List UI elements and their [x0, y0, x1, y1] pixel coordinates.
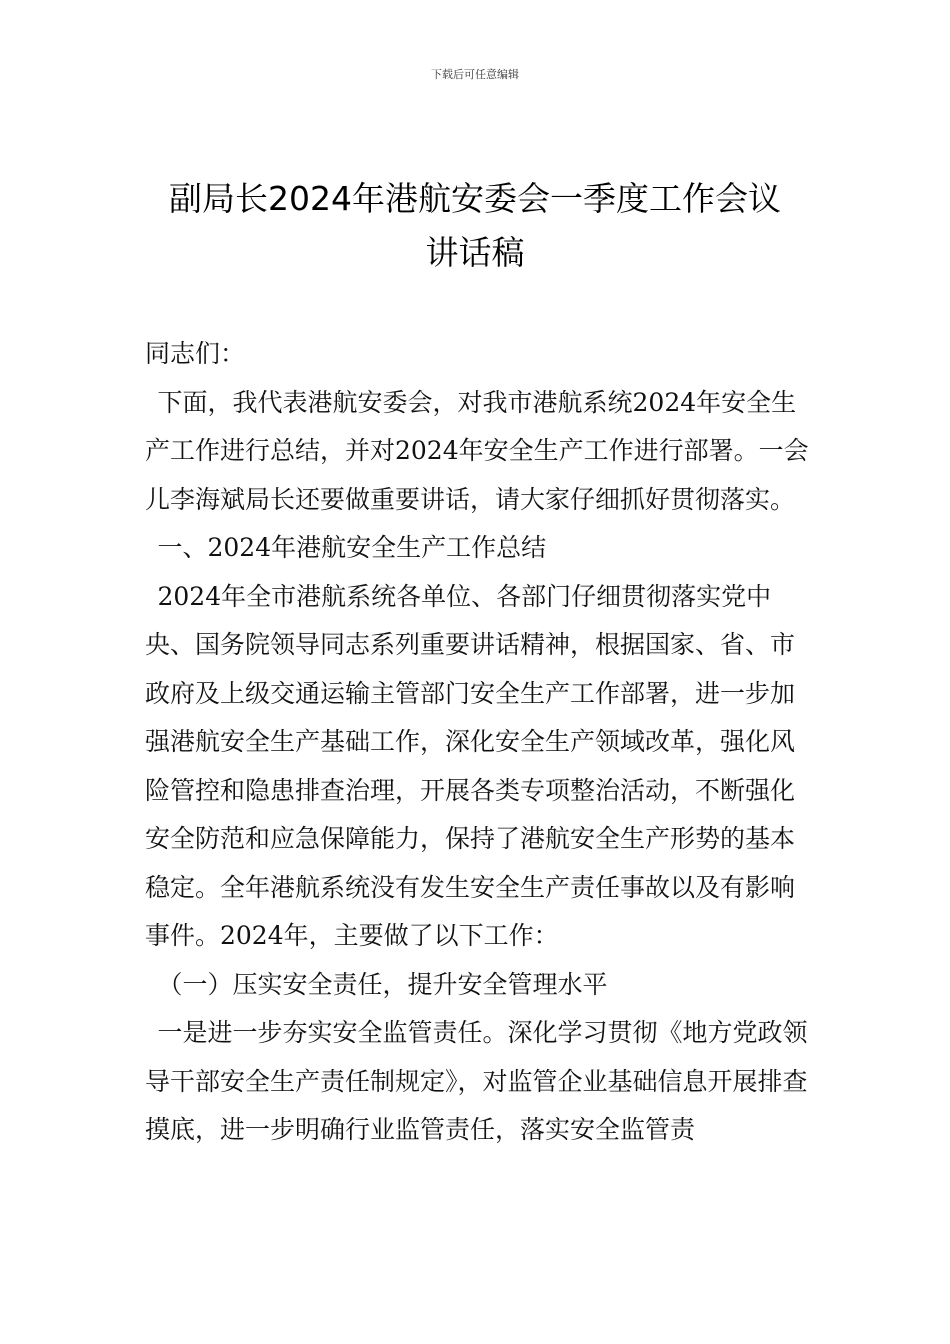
- paragraph-intro: 下面，我代表港航安委会，对我市港航系统2024年安全生产工作进行总结，并对2024年安全生产工作进行部署。一会儿李海斌局长还要做重要讲话，请大家仔细抓好贯彻落实。: [145, 387, 809, 514]
- paragraph-point-1: 一是进一步夯实安全监管责任。深化学习贯彻《地方党政领导干部安全生产责任制规定》，对监管企业基础信息开展排查摸底，进一步明确行业监管责任，落实安全监管责: [145, 1018, 808, 1144]
- section-heading-1: 一、2024年港航安全生产工作总结: [157, 533, 547, 562]
- subsection-heading-1: （一）压实安全责任，提升安全管理水平: [157, 969, 608, 999]
- header-note: 下载后可任意编辑: [431, 68, 519, 81]
- paragraph-summary: 2024年全市港航系统各单位、各部门仔细贯彻落实党中央、国务院领导同志系列重要讲话精神，根据国家、省、市政府及上级交通运输主管部门安全生产工作部署，进一步加强港航安全生产基础工作，深化安全生产领域改革，强化风险管控和隐患排查治理，开展各类专项整治活动，不断强化安全防范和应急保障能力，保持了港航安全生产形势的基本稳定。全年港航系统没有发生安全生产责任事故以及有影响事件。2024年，主要做了以下工作：: [145, 581, 796, 950]
- document-body: [145, 330, 817, 1155]
- document-title: [100, 172, 850, 280]
- salutation: 同志们：: [145, 339, 246, 368]
- title-line-2: 讲话稿: [425, 233, 525, 272]
- title-line-1: 副局长2024年港航安委会一季度工作会议: [169, 179, 781, 218]
